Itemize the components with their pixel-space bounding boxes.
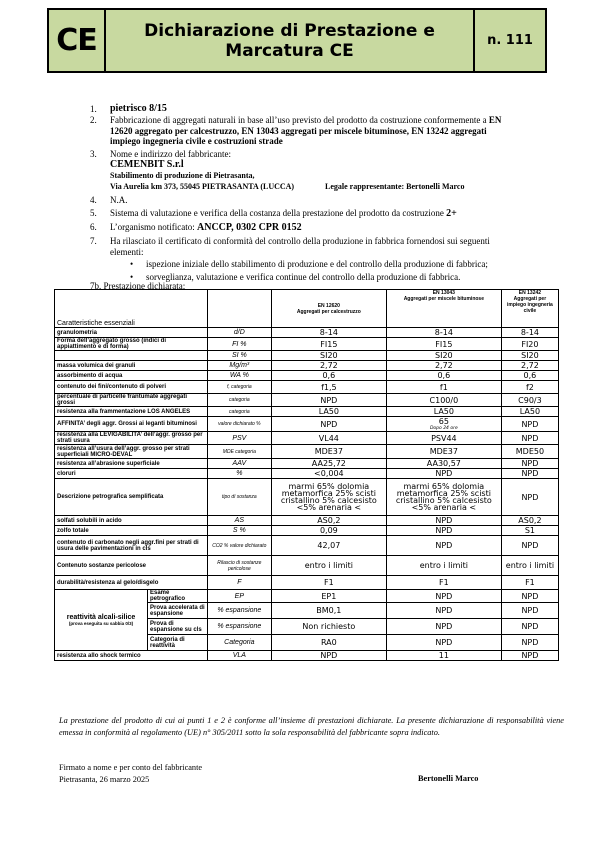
- document-title: [106, 8, 475, 73]
- value-v1: NPD: [271, 651, 386, 661]
- characteristic-symbol: PSV: [207, 432, 271, 445]
- value-v3: SI20: [501, 351, 558, 361]
- col-header-en13043: EN 13043 Aggregati per miscele bituminose: [386, 290, 501, 328]
- characteristic-name: massa volumica dei granuli: [55, 361, 208, 371]
- value-v2: NPD: [386, 536, 501, 556]
- characteristic-symbol: categoria: [207, 407, 271, 417]
- value-v2: SI20: [386, 351, 501, 361]
- value-v3: NPD: [501, 603, 558, 619]
- value-v3: LA50: [501, 407, 558, 417]
- characteristic-name: Contenuto sostanze pericolose: [55, 556, 208, 576]
- value-v3: F1: [501, 576, 558, 590]
- document-number: n. 111: [475, 8, 547, 73]
- value-v3: f2: [501, 381, 558, 394]
- asr-group-label: [55, 590, 148, 651]
- col-header-characteristics: Caratteristiche essenziali: [55, 290, 208, 328]
- characteristic-symbol: tipo di sostanza: [207, 479, 271, 516]
- value-v1: f1,5: [271, 381, 386, 394]
- value-v3: C90/3: [501, 394, 558, 407]
- asr-test-name: Esame petrografico: [148, 590, 208, 603]
- characteristic-name: percentuale di particelle frantumate aggregati grossi: [55, 394, 208, 407]
- value-v1: 0,09: [271, 526, 386, 536]
- value-v3: NPD: [501, 536, 558, 556]
- value-v2: NPD: [386, 603, 501, 619]
- title-line-2: Marcatura CE: [225, 40, 354, 61]
- value-v2: AA30,57: [386, 459, 501, 469]
- characteristic-symbol: S %: [207, 526, 271, 536]
- characteristic-symbol: WA %: [207, 371, 271, 381]
- table-row: [55, 459, 559, 469]
- value-v2: NPD: [386, 516, 501, 526]
- table-row: [55, 469, 559, 479]
- value-v3: FI20: [501, 338, 558, 351]
- plant-name: Stabilimento di produzione di Pietrasanta,: [110, 170, 255, 180]
- asr-note: (prova eseguita su sabbia 0/3): [68, 621, 134, 626]
- bullet-icon: •: [130, 259, 134, 270]
- value-v2: C100/0: [386, 394, 501, 407]
- item-1: 1. pietrisco 8/15: [90, 104, 510, 115]
- asr-name: reattività alcali-silice: [66, 614, 136, 621]
- value-v1: F1: [271, 576, 386, 590]
- asr-symbol: EP: [207, 590, 271, 603]
- asr-test-name: Prova di espansione su cls: [148, 619, 208, 635]
- value-v2: [386, 417, 501, 432]
- item-4: 4. N.A.: [90, 195, 128, 206]
- value-v3: NPD: [501, 479, 558, 516]
- asr-symbol: % espansione: [207, 619, 271, 635]
- bullet-1: • ispezione iniziale dello stabilimento di produzione e del controllo della produzione di fabbrica;: [130, 259, 488, 270]
- characteristic-symbol: valore dichiarato %: [207, 417, 271, 432]
- value-v2: NPD: [386, 635, 501, 651]
- value-v1: 42,07: [271, 536, 386, 556]
- characteristic-name: resistenza allo shock termico: [55, 651, 208, 661]
- characteristic-name: cloruri: [55, 469, 208, 479]
- characteristic-name: resistenza all’abrasione superficiale: [55, 459, 208, 469]
- characteristic-name: zolfo totale: [55, 526, 208, 536]
- characteristic-symbol: AAV: [207, 459, 271, 469]
- conformity-statement: La prestazione del prodotto di cui ai punti 1 e 2 è conforme all’insieme di prestazioni dichiarate. La presente dichiarazione di responsabilità viene emessa in conformità al regolamento (UE) n° 305/2011 sotto la sola responsabilità del fabbricante sopra indicato.: [59, 716, 564, 737]
- signer-name: Bertonelli Marco: [418, 774, 479, 783]
- value-v3: S1: [501, 526, 558, 536]
- value-v3: NPD: [501, 635, 558, 651]
- characteristic-name: assorbimento di acqua: [55, 371, 208, 381]
- characteristic-symbol: Rilascio di sostanze pericolose: [207, 556, 271, 576]
- col-header-en12620: EN 12620 Aggregati per calcestruzzo: [271, 290, 386, 328]
- table-header-row: [55, 290, 559, 328]
- notified-body: ANCCP, 0302 CPR 0152: [197, 221, 302, 233]
- value-v2: NPD: [386, 469, 501, 479]
- value-v1: 0,6: [271, 371, 386, 381]
- table-row: [55, 417, 559, 432]
- value-v2: 8-14: [386, 328, 501, 338]
- value-v1: RA0: [271, 635, 386, 651]
- characteristic-symbol: SI %: [207, 351, 271, 361]
- value-v2: marmi 65% dolomia metamorfica 25% scisti cristallino 5% calcesisto <5% arenaria <: [386, 479, 501, 516]
- standards: EN 12620 aggregato per calcestruzzo, EN 13043 aggregati per miscele bituminose, EN 13242 aggregati impiego ingegneria civile e costruzioni strade: [110, 114, 502, 147]
- table-row: [55, 338, 559, 351]
- characteristic-symbol: AS: [207, 516, 271, 526]
- ce-mark-box: [47, 8, 106, 73]
- table-row: [55, 432, 559, 445]
- value-v2: MDE37: [386, 445, 501, 459]
- value-v1: FI15: [271, 338, 386, 351]
- table-row: [55, 328, 559, 338]
- table-row: [55, 394, 559, 407]
- characteristic-name: solfati solubili in acido: [55, 516, 208, 526]
- characteristic-symbol: MDE categoria: [207, 445, 271, 459]
- value-v2: NPD: [386, 590, 501, 603]
- value-v1: MDE37: [271, 445, 386, 459]
- bullet-2: • sorveglianza, valutazione e verifica continue del controllo della produzione di fabbrica.: [130, 272, 461, 283]
- table-row: [55, 526, 559, 536]
- bullet-icon: •: [130, 272, 134, 283]
- value-v3: entro i limiti: [501, 556, 558, 576]
- value-v1: AS0,2: [271, 516, 386, 526]
- asr-row: [55, 590, 559, 603]
- value-v2: 11: [386, 651, 501, 661]
- value-v1: EP1: [271, 590, 386, 603]
- value-v3: NPD: [501, 417, 558, 432]
- value-v3: NPD: [501, 459, 558, 469]
- value-v1: <0,004: [271, 469, 386, 479]
- characteristic-name: AFFINITA’ degli aggr. Grossi ai leganti bituminosi: [55, 417, 208, 432]
- declaration-items: [90, 104, 510, 283]
- characteristic-symbol: CO2 % valore dichiarato: [207, 536, 271, 556]
- value-v2: PSV44: [386, 432, 501, 445]
- value-v3: 8-14: [501, 328, 558, 338]
- characteristic-name: resistenza alla LEVIGABILITA’ dell’aggr. grosso per strati usura: [55, 432, 208, 445]
- value-v1: 8-14: [271, 328, 386, 338]
- table-row: [55, 371, 559, 381]
- asr-symbol: Categoria: [207, 635, 271, 651]
- system-value: 2+: [446, 208, 457, 220]
- value-v3: NPD: [501, 469, 558, 479]
- table-row: [55, 407, 559, 417]
- value-v1: SI20: [271, 351, 386, 361]
- col-header-en13242: EN 13242 Aggregati per impiego ingegneria civile: [501, 290, 558, 328]
- value-v2: LA50: [386, 407, 501, 417]
- value-v3: NPD: [501, 590, 558, 603]
- asr-test-name: Prova accelerata di espansione: [148, 603, 208, 619]
- value-v2: NPD: [386, 619, 501, 635]
- characteristic-symbol: Mg/m³: [207, 361, 271, 371]
- characteristic-symbol: FI %: [207, 338, 271, 351]
- characteristic-symbol: VLA: [207, 651, 271, 661]
- value-v3: 2,72: [501, 361, 558, 371]
- legal-representative: Legale rappresentante: Bertonelli Marco: [325, 181, 465, 191]
- value-v2: 2,72: [386, 361, 501, 371]
- ce-logo: CE: [56, 23, 97, 58]
- value-v1: Non richiesto: [271, 619, 386, 635]
- value-v3: NPD: [501, 432, 558, 445]
- characteristic-name: resistenza alla frammentazione LOS ANGELES: [55, 407, 208, 417]
- characteristic-name: contenuto dei fini/contenuto di polveri: [55, 381, 208, 394]
- table-row: [55, 576, 559, 590]
- value-v3: MDE50: [501, 445, 558, 459]
- value-v2: FI15: [386, 338, 501, 351]
- table-row: [55, 381, 559, 394]
- table-row: [55, 351, 559, 361]
- characteristic-symbol: d/D: [207, 328, 271, 338]
- plant-address: Via Aurelia km 373, 55045 PIETRASANTA (LUCCA): [110, 181, 295, 191]
- declared-performance-title: 7b. Prestazione dichiarata:: [90, 281, 186, 291]
- header: [47, 8, 547, 73]
- value-v1: BM0,1: [271, 603, 386, 619]
- characteristic-name: Forma dell’aggregato grosso (indici di appiattimento e di forma): [55, 338, 208, 351]
- characteristic-symbol: categoria: [207, 394, 271, 407]
- asr-symbol: % espansione: [207, 603, 271, 619]
- item-5: 5. Sistema di valutazione e verifica della costanza della prestazione del prodotto da costruzione 2+: [90, 208, 457, 220]
- asr-test-name: Categoria di reattività: [148, 635, 208, 651]
- characteristic-name: [55, 351, 208, 361]
- value-v1: VL44: [271, 432, 386, 445]
- characteristic-name: Descrizione petrografica semplificata: [55, 479, 208, 516]
- characteristic-symbol: f, categoria: [207, 381, 271, 394]
- title-line-1: Dichiarazione di Prestazione e: [144, 20, 435, 41]
- performance-table: [54, 289, 559, 661]
- value-v3: AS0,2: [501, 516, 558, 526]
- value-v3: 0,6: [501, 371, 558, 381]
- value-note: Dopo 24 ore: [429, 426, 458, 431]
- value-main: 65: [438, 417, 449, 426]
- characteristic-symbol: F: [207, 576, 271, 590]
- table-row: [55, 556, 559, 576]
- characteristic-symbol: %: [207, 469, 271, 479]
- value-v1: AA25,72: [271, 459, 386, 469]
- item-6: 6. L’organismo notificato: ANCCP, 0302 CPR 0152: [90, 221, 302, 233]
- item-7: 7. Ha rilasciato il certificato di conformità del controllo della produzione in fabbrica fornendosi sui seguenti elementi:: [90, 235, 490, 257]
- characteristic-name: resistenza all’usura dell’aggr. grosso per strati superficiali MICRO-DEVAL: [55, 445, 208, 459]
- value-v2: f1: [386, 381, 501, 394]
- table-row: [55, 516, 559, 526]
- value-v3: NPD: [501, 619, 558, 635]
- value-v1: LA50: [271, 407, 386, 417]
- place-date: Pietrasanta, 26 marzo 2025: [59, 775, 150, 784]
- item-3: 3. Nome e indirizzo del fabbricante:: [90, 149, 231, 160]
- value-v2: 0,6: [386, 371, 501, 381]
- value-v1: marmi 65% dolomia metamorfica 25% scisti cristallino 5% calcesisto <5% arenaria <: [271, 479, 386, 516]
- value-v3: NPD: [501, 651, 558, 661]
- value-v1: entro i limiti: [271, 556, 386, 576]
- value-v2: NPD: [386, 526, 501, 536]
- value-v1: NPD: [271, 394, 386, 407]
- company-name: CEMENBIT S.r.l: [110, 158, 184, 170]
- item-2: 2. Fabbricazione di aggregati naturali in base all’uso previsto del prodotto da costruzione conformemente a EN 12620 aggregato per calcestruzzo, EN 13043 aggregati per miscele bituminose, EN 13242 aggregati impiego ingegneria civile e costruzioni strade: [90, 114, 502, 147]
- signature-block: [59, 762, 202, 786]
- table-row: [55, 536, 559, 556]
- table-row: [55, 445, 559, 459]
- table-row: [55, 479, 559, 516]
- characteristic-name: durabilità/resistenza al gelo/disgelo: [55, 576, 208, 590]
- value-v1: 2,72: [271, 361, 386, 371]
- characteristic-name: granulometria: [55, 328, 208, 338]
- characteristic-name: contenuto di carbonato negli aggr.fini per strati di usura delle pavimentazioni in cls: [55, 536, 208, 556]
- product-name: pietrisco 8/15: [110, 103, 167, 114]
- value-v1: NPD: [271, 417, 386, 432]
- table-row: [55, 651, 559, 661]
- value-v2: F1: [386, 576, 501, 590]
- table-row: [55, 361, 559, 371]
- signed-for: Firmato a nome e per conto del fabbricante: [59, 763, 203, 772]
- value-v2: entro i limiti: [386, 556, 501, 576]
